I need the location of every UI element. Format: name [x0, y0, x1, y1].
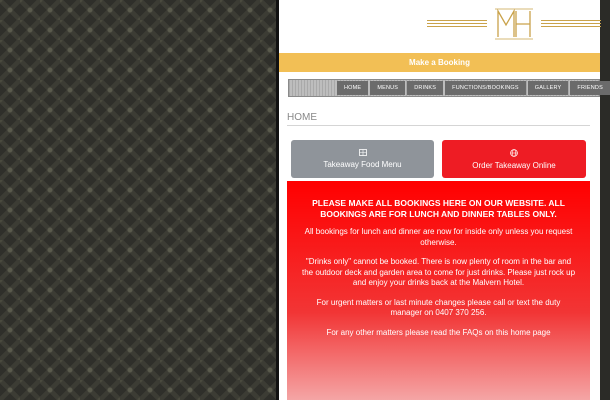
main-nav [288, 79, 603, 97]
logo-ornament-left [427, 20, 487, 28]
make-booking-button[interactable] [279, 53, 600, 72]
nav-item-gallery[interactable]: GALLERY [528, 81, 569, 95]
make-booking-label: Make a Booking [409, 58, 470, 67]
nav-item-drinks[interactable]: DRINKS [407, 81, 443, 95]
globe-icon [510, 149, 518, 159]
nav-item-functions-bookings[interactable]: FUNCTIONS/BOOKINGS [445, 81, 526, 95]
notice-paragraph-urgent-matters: For urgent matters or last minute changes please call or text the duty manager on 0407 370 256. [316, 297, 561, 317]
nav-item-menus[interactable]: MENUS [370, 81, 405, 95]
site-logo[interactable] [491, 6, 537, 42]
logo-ornament-right [541, 20, 601, 28]
nav-item-friends[interactable]: FRIENDS [570, 81, 610, 95]
notice-headline: PLEASE MAKE ALL BOOKINGS HERE ON OUR WEBSITE. ALL BOOKINGS ARE FOR LUNCH AND DINNER TABLES ONLY. [312, 198, 565, 219]
header [279, 0, 600, 52]
nav-item-home[interactable]: HOME [337, 81, 368, 95]
order-takeaway-online-button[interactable] [442, 140, 586, 178]
booking-notice [287, 181, 590, 400]
notice-paragraph-inside-bookings: All bookings for lunch and dinner are now for inside only unless you request otherwise. [304, 227, 573, 247]
notice-paragraph-drinks-only: "Drinks only" cannot be booked. There is now plenty of room in the bar and the outdoor deck and garden area to come for just drinks. Please just rock up and enjoy your drinks back at the Malvern Hotel. [301, 257, 576, 287]
mh-monogram-icon [494, 7, 534, 41]
title-divider [287, 125, 590, 126]
takeaway-food-menu-label: Takeaway Food Menu [323, 160, 402, 169]
site-panel[interactable] [279, 0, 603, 400]
takeaway-food-menu-button[interactable] [291, 140, 434, 178]
menu-grid-icon [359, 149, 367, 158]
page-title: HOME [287, 112, 317, 123]
order-takeaway-online-label: Order Takeaway Online [472, 160, 556, 170]
background-pattern [0, 0, 276, 400]
notice-paragraph-faqs: For any other matters please read the FAQs on this home page [326, 327, 551, 337]
